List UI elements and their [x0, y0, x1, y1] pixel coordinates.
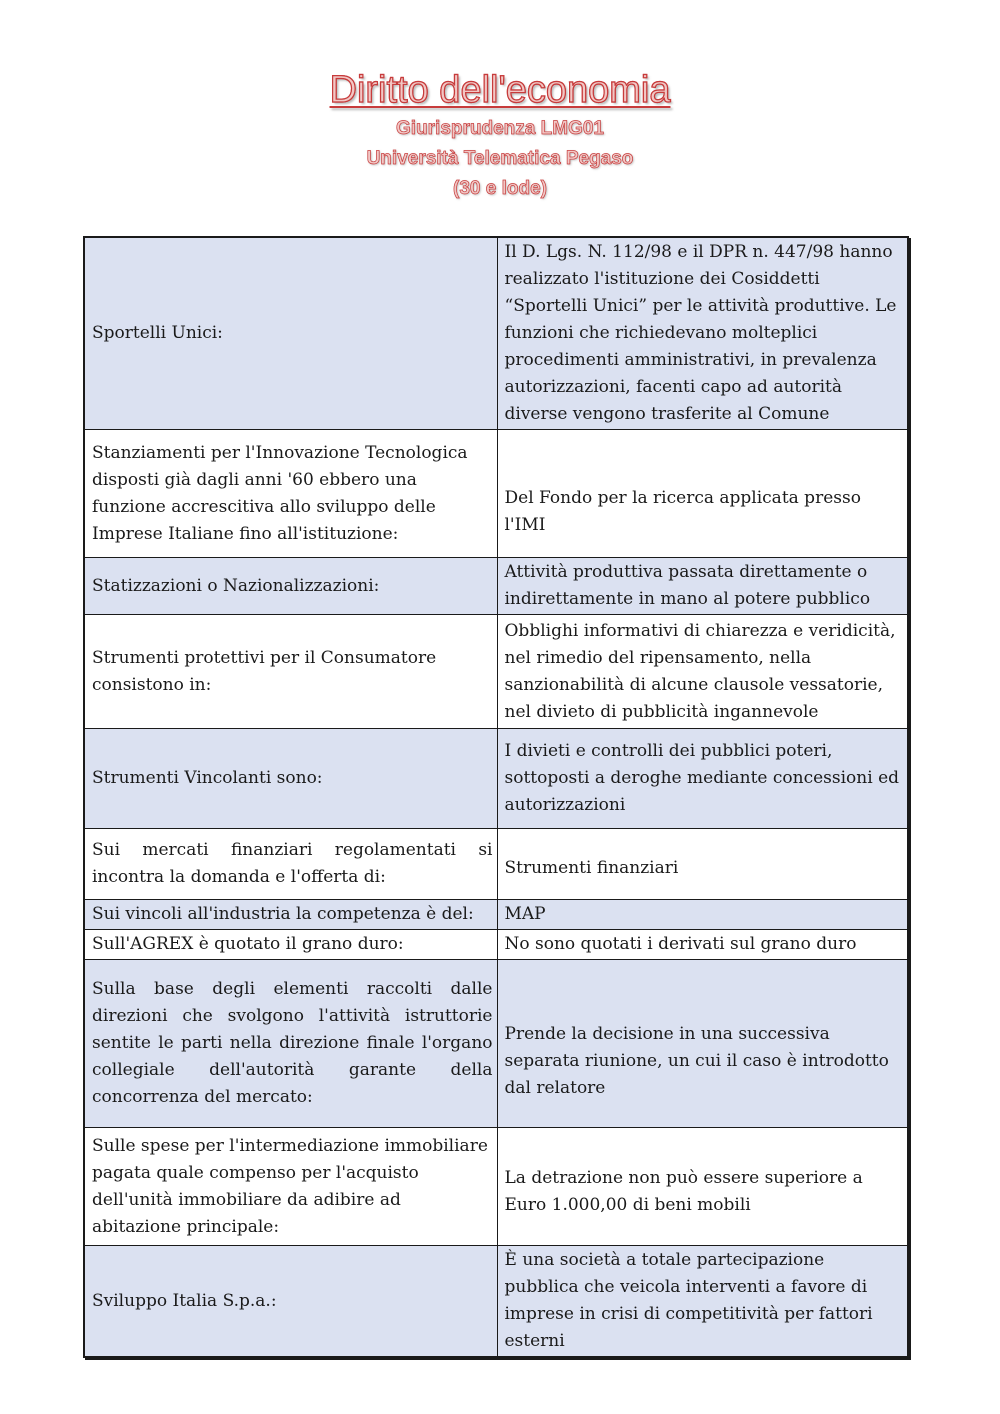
table-row: [84, 1246, 908, 1358]
course-name: Giurisprudenza LMG01: [396, 118, 604, 139]
document-header: [0, 66, 1000, 204]
answer-cell: Attività produttiva passata direttamente o indirettamente in mano al potere pubblico: [497, 558, 908, 615]
answer-cell: MAP: [497, 900, 908, 930]
answer-cell: Del Fondo per la ricerca applicata presso l'IMI: [497, 430, 908, 558]
question-cell: Sulla base degli elementi raccolti dalle direzioni che svolgono l'attività istruttorie sentite le parti nella direzione finale l'organo collegiale dell'autorità garante della concorrenza del mercato:: [84, 960, 497, 1128]
table-row: [84, 615, 908, 729]
answer-cell: Obblighi informativi di chiarezza e veridicità, nel rimedio del ripensamento, nella sanzionabilità di alcune clausole vessatorie, nel divieto di pubblicità ingannevole: [497, 615, 908, 729]
question-cell: Strumenti protettivi per il Consumatore consistono in:: [84, 615, 497, 729]
answer-cell: No sono quotati i derivati sul grano duro: [497, 930, 908, 960]
table-row: [84, 900, 908, 930]
question-cell: Sulle spese per l'intermediazione immobiliare pagata quale compenso per l'acquisto dell'unità immobiliare da adibire ad abitazione principale:: [84, 1128, 497, 1246]
table-row: [84, 729, 908, 829]
university-name: Università Telematica Pegaso: [366, 148, 634, 169]
table-row: [84, 558, 908, 615]
answer-cell: È una società a totale partecipazione pubblica che veicola interventi a favore di imprese in crisi di competitività per fattori esterni: [497, 1246, 908, 1358]
table-row: [84, 930, 908, 960]
document-title: Diritto dell'economia: [329, 69, 671, 111]
answer-cell: Il D. Lgs. N. 112/98 e il DPR n. 447/98 hanno realizzato l'istituzione dei Cosiddetti “Sportelli Unici” per le attività produttive. Le funzioni che richiedevano molteplici procedimenti amministrativi, in prevalenza autorizzazioni, facenti capo ad autorità diverse vengono trasferite al Comune: [497, 237, 908, 430]
table-row: [84, 829, 908, 900]
answer-cell: Prende la decisione in una successiva separata riunione, un cui il caso è introdotto dal relatore: [497, 960, 908, 1128]
grade-label: (30 e lode): [453, 178, 547, 199]
table-row: [84, 960, 908, 1128]
question-cell: Sull'AGREX è quotato il grano duro:: [84, 930, 497, 960]
answer-cell: La detrazione non può essere superiore a Euro 1.000,00 di beni mobili: [497, 1128, 908, 1246]
question-cell: Strumenti Vincolanti sono:: [84, 729, 497, 829]
question-cell: Sui mercati finanziari regolamentati si incontra la domanda e l'offerta di:: [84, 829, 497, 900]
table-row: [84, 237, 908, 430]
question-cell: Stanziamenti per l'Innovazione Tecnologica disposti già dagli anni '60 ebbero una funzione accrescitiva allo sviluppo delle Imprese Italiane fino all'istituzione:: [84, 430, 497, 558]
qa-table: [83, 236, 909, 1358]
question-cell: Sportelli Unici:: [84, 237, 497, 430]
question-cell: Sui vincoli all'industria la competenza è del:: [84, 900, 497, 930]
question-cell: Sviluppo Italia S.p.a.:: [84, 1246, 497, 1358]
table-row: [84, 1128, 908, 1246]
question-cell: Statizzazioni o Nazionalizzazioni:: [84, 558, 497, 615]
table-row: [84, 430, 908, 558]
answer-cell: Strumenti finanziari: [497, 829, 908, 900]
answer-cell: I divieti e controlli dei pubblici poteri, sottoposti a deroghe mediante concessioni ed autorizzazioni: [497, 729, 908, 829]
